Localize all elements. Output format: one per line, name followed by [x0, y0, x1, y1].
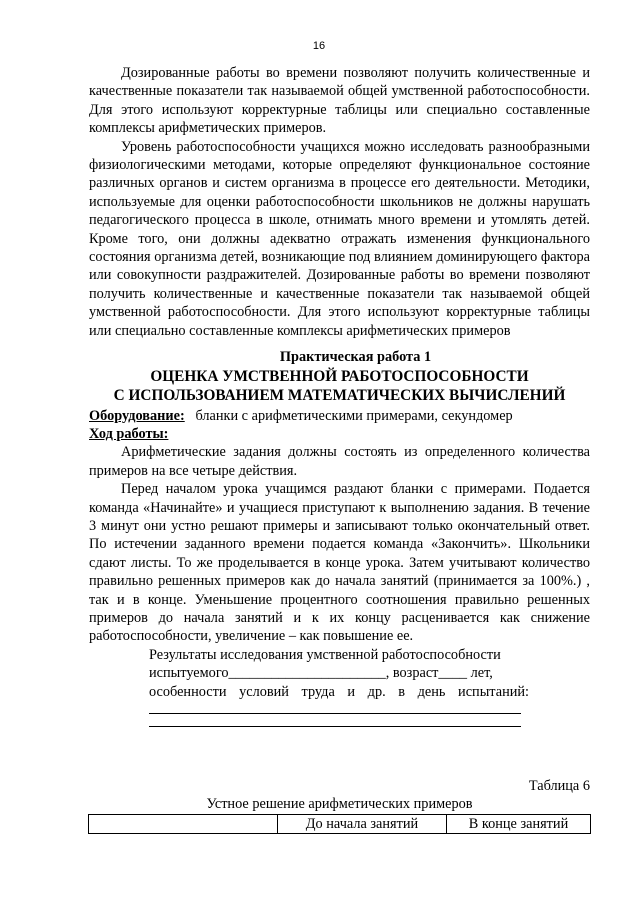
- blank-rule-2: [149, 714, 521, 727]
- table-header-cell: В конце занятий: [447, 814, 591, 833]
- table-header-cell: До начала занятий: [278, 814, 447, 833]
- course-label: Ход работы:: [89, 425, 169, 442]
- course-paragraph-1: Арифметические задания должны состоять из определенного количества примеров на все четыре действия.: [89, 444, 590, 479]
- practical-work-label: Практическая работа 1: [279, 349, 432, 366]
- table-title: Устное решение арифметических примеров: [206, 796, 473, 813]
- equipment-line: [89, 407, 590, 425]
- blank-rule-1: [149, 701, 521, 714]
- section-title-line-1: ОЦЕНКА УМСТВЕННОЙ РАБОТОСПОСОБНОСТИ: [150, 367, 529, 385]
- table-caption: Таблица 6: [528, 778, 590, 794]
- page-number: 16: [312, 40, 326, 52]
- equipment-label: Оборудование:: [89, 407, 185, 424]
- table-header-cell: [89, 814, 278, 833]
- course-paragraph-2: Перед началом урока учащимся раздают бланки с примерами. Подается команда «Начинайте» и учащиеся приступают к выполнению задания. В течение 3 минут они устно решают примеры и записывают только окончательный ответ. По истечении заданного времени подается команда «Закончить». Школьники сдают листы. То же проделывается в конце урока. Затем учитывают количество правильно решенных примеров как до начала занятий (принимается за 100%.) , так и в конце. Уменьшение процентного соотношения правильно решенных примеров до начала занятий и к их концу расценивается как снижение работоспособности, увеличение – как повышение ее.: [89, 481, 590, 645]
- results-form: [149, 646, 529, 727]
- intro-paragraph-1: Дозированные работы во времени позволяют получить количественные и качественные показатели так называемой общей умственной работоспособности. Для этого используют корректурные таблицы или специально составленные комплексы арифметических примеров.: [89, 65, 590, 137]
- intro-paragraph-2: Уровень работоспособности учащихся можно исследовать разнообразными физиологическими методами, которые определяют функциональное состояние различных органов и систем организма в процессе его деятельности. Методики, используемые для оценки работоспособности школьников не должны нарушать педагогического процесса в школе, отнимать много времени и утомлять детей. Кроме того, они должны адекватно отражать изменения функционального состояния организма детей, возникающие под влиянием доминирующего фактора или совокупности раздражителей. Дозированные работы во времени позволяют получить количественные и качественные показатели так называемой общей умственной работоспособности. Для этого используют корректурные таблицы или специально составленные комплексы арифметических примеров: [89, 138, 590, 339]
- form-line-1: Результаты исследования умственной работоспособности: [149, 646, 501, 663]
- form-line-2: испытуемого______________________, возраст____ лет,: [149, 665, 493, 682]
- results-table: [88, 814, 591, 834]
- table-header-row: [89, 814, 591, 833]
- section-title-line-2: С ИСПОЛЬЗОВАНИЕМ МАТЕМАТИЧЕСКИХ ВЫЧИСЛЕНИЙ: [113, 386, 566, 404]
- equipment-text: бланки с арифметическими примерами, секундомер: [195, 407, 513, 424]
- form-line-3: особенности условий труда и др. в день испытаний:: [149, 683, 529, 700]
- page-content: [89, 64, 590, 834]
